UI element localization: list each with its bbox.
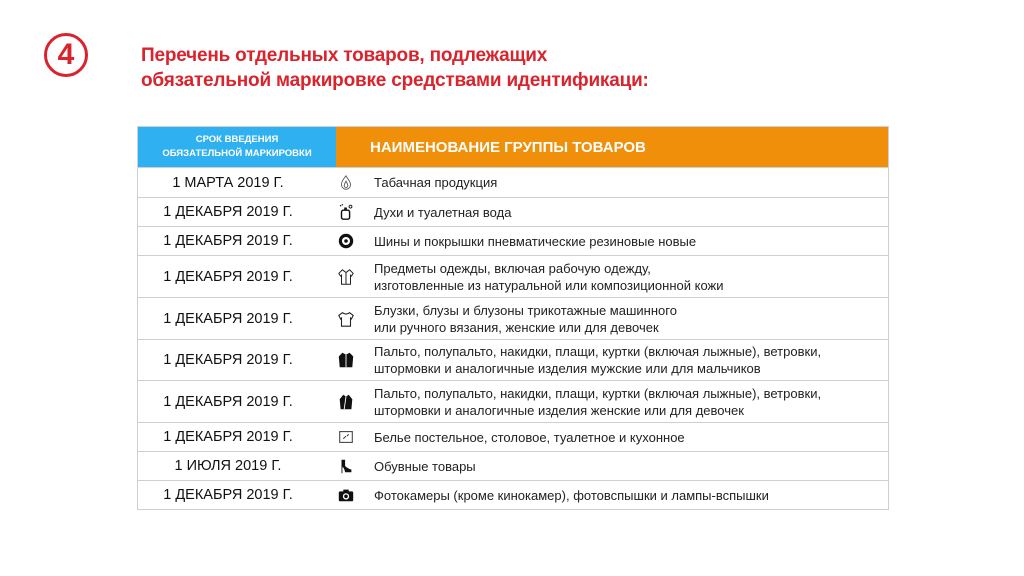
row-name-line-1: Блузки, блузы и блузоны трикотажные машинного <box>374 302 677 318</box>
header-name-column: НАИМЕНОВАНИЕ ГРУППЫ ТОВАРОВ <box>336 127 888 167</box>
row-name <box>374 227 888 255</box>
table-row <box>138 451 888 480</box>
row-name-line-1: Предметы одежды, включая рабочую одежду, <box>374 260 651 276</box>
row-name-line-2: штормовки и аналогичные изделия женские или для девочек <box>374 402 744 418</box>
row-name-line-1: Белье постельное, столовое, туалетное и кухонное <box>374 429 685 445</box>
row-name <box>374 481 888 509</box>
row-name-line-1: Фотокамеры (кроме кинокамер), фотовспышки и лампы-вспышки <box>374 487 769 503</box>
header-date-line-1: СРОК ВВЕДЕНИЯ <box>195 134 279 145</box>
title-line-2: обязательной маркировке средствами идентификаци: <box>141 70 649 91</box>
header-date-line-2: ОБЯЗАТЕЛЬНОЙ МАРКИРОВКИ <box>162 148 312 159</box>
row-date: 1 ДЕКАБРЯ 2019 Г. <box>163 204 293 220</box>
table-row <box>138 297 888 339</box>
row-name-line-2: штормовки и аналогичные изделия мужские или для мальчиков <box>374 361 761 376</box>
row-name <box>374 452 888 480</box>
row-date: 1 МАРТА 2019 Г. <box>172 174 284 191</box>
title-line-1: Перечень отдельных товаров, подлежащих <box>141 45 548 66</box>
row-date: 1 ИЮЛЯ 2019 Г. <box>174 458 282 474</box>
shoe-icon <box>318 452 374 480</box>
row-name <box>374 298 888 339</box>
header-date-column <box>138 127 336 167</box>
tire-icon <box>318 227 374 255</box>
row-date: 1 ДЕКАБРЯ 2019 Г. <box>163 310 293 327</box>
row-name-line-1: Пальто, полупальто, накидки, плащи, куртки (включая лыжные), ветровки, <box>374 344 822 359</box>
row-name-line-1: Пальто, полупальто, накидки, плащи, куртки (включая лыжные), ветровки, <box>374 385 822 401</box>
page-title <box>141 43 649 93</box>
tobacco-icon <box>318 168 374 197</box>
step-number: 4 <box>57 38 75 71</box>
row-name <box>374 198 888 226</box>
table-row <box>138 197 888 226</box>
table-row <box>138 380 888 422</box>
row-date: 1 ДЕКАБРЯ 2019 Г. <box>163 487 293 503</box>
leather-jacket-icon <box>318 256 374 297</box>
table-row <box>138 167 888 197</box>
row-date: 1 ДЕКАБРЯ 2019 Г. <box>163 393 293 410</box>
table-row <box>138 422 888 451</box>
table-row <box>138 480 888 509</box>
goods-table <box>137 126 889 510</box>
row-date: 1 ДЕКАБРЯ 2019 Г. <box>163 429 293 445</box>
row-name-line-1: Духи и туалетная вода <box>374 204 512 220</box>
row-name-line-1: Табачная продукция <box>374 175 498 190</box>
row-date: 1 ДЕКАБРЯ 2019 Г. <box>163 268 293 285</box>
blouse-icon <box>318 298 374 339</box>
mens-coat-icon <box>318 340 374 380</box>
row-name <box>374 381 888 422</box>
table-row <box>138 255 888 297</box>
row-name <box>374 168 888 197</box>
row-name <box>374 423 888 451</box>
camera-icon <box>318 481 374 509</box>
table-row <box>138 339 888 380</box>
row-date: 1 ДЕКАБРЯ 2019 Г. <box>163 233 293 249</box>
table-header <box>138 127 888 167</box>
row-name <box>374 340 888 380</box>
row-name <box>374 256 888 297</box>
row-name-line-1: Обувные товары <box>374 458 476 474</box>
step-number-badge <box>44 33 88 77</box>
row-date: 1 ДЕКАБРЯ 2019 Г. <box>163 352 293 368</box>
row-name-line-1: Шины и покрышки пневматические резиновые новые <box>374 233 697 249</box>
linen-icon <box>318 423 374 451</box>
table-row <box>138 226 888 255</box>
perfume-icon <box>318 198 374 226</box>
womens-coat-icon <box>318 381 374 422</box>
row-name-line-2: или ручного вязания, женские или для девочек <box>374 319 659 335</box>
row-name-line-2: изготовленные из натуральной или композиционной кожи <box>374 277 724 293</box>
